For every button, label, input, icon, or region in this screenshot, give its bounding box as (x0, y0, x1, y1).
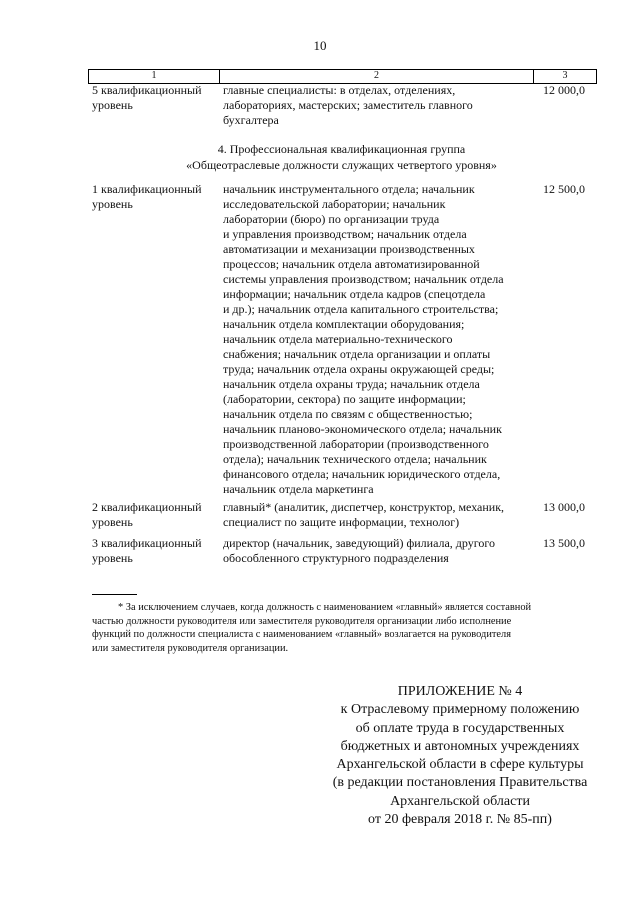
salary-cell: 12 500,0 (543, 182, 585, 196)
table-column-header (88, 69, 597, 84)
salary-cell: 13 000,0 (543, 500, 585, 514)
positions-line: труда; начальник отдела охраны окружающей среды; (223, 362, 495, 376)
level-line: уровень (92, 551, 133, 565)
positions-line: начальник отдела по связям с общественностью; (223, 407, 473, 421)
positions-line: специалист по защите информации, технолог) (223, 515, 460, 529)
positions-line: и управления производством; начальник отдела (223, 227, 467, 241)
appendix-heading (300, 683, 620, 829)
appendix-line: ПРИЛОЖЕНИЕ № 4 (397, 684, 523, 699)
positions-line: (лаборатории, сектора) по защите информации; (223, 392, 466, 406)
positions-line: автоматизации и механизации производственных (223, 242, 475, 256)
group-title-line: «Общеотраслевые должности служащих четвертого уровня» (186, 158, 497, 172)
positions-line: главные специалисты: в отделах, отделениях, (223, 83, 456, 97)
positions-line: начальник инструментального отдела; начальник (223, 182, 475, 196)
level-line: уровень (92, 515, 133, 529)
footnote-line: частью должности руководителя или заместителя руководителя организации либо исполнение (92, 615, 512, 627)
positions-line: начальник отдела комплектации оборудования; (223, 317, 465, 331)
positions-line: бухгалтера (223, 113, 279, 127)
positions-cell (223, 536, 533, 566)
qualification-level-cell (92, 182, 217, 212)
positions-line: производственной лаборатории (производственного (223, 437, 489, 451)
positions-line: начальник отдела маркетинга (223, 482, 374, 496)
positions-line: системы управления производством; начальник отдела (223, 272, 504, 286)
appendix-line: бюджетных и автономных учреждениях (340, 738, 580, 754)
footnote-line: или заместителя руководителя организации. (92, 642, 289, 654)
positions-line: финансового отдела; начальник юридического отдела, (223, 467, 501, 481)
level-line: 2 квалификационный (92, 500, 202, 514)
footnote-separator (92, 594, 137, 595)
positions-line: исследовательской лаборатории; начальник (223, 197, 446, 211)
positions-line: обособленного структурного подразделения (223, 551, 449, 565)
positions-line: информации; начальник отдела кадров (спецотдела (223, 287, 486, 301)
qualification-level-cell (92, 500, 217, 530)
footnote-line: функций по должности специалиста с наименованием «главный» возлагается на руководителя (92, 629, 511, 640)
column-2-number: 2 (374, 70, 379, 81)
appendix-line: Архангельской области в сфере культуры (336, 757, 584, 773)
positions-cell (223, 182, 533, 497)
positions-cell (223, 500, 533, 530)
positions-line: лаборатории (бюро) по организации труда (223, 212, 440, 226)
footnote (92, 601, 596, 655)
level-line: уровень (92, 98, 133, 112)
appendix-line: (в редакции постановления Правительства (332, 775, 588, 791)
page-number: 10 (313, 38, 327, 53)
positions-line: снабжения; начальник отдела организации и оплаты (223, 347, 491, 361)
positions-line: начальник планово-экономического отдела; начальник (223, 422, 502, 436)
positions-line: главный* (аналитик, диспетчер, конструктор, механик, (223, 500, 505, 514)
qualification-level-cell (92, 83, 217, 113)
footnote-line: * За исключением случаев, когда должность с наименованием «главный» является составной (118, 602, 532, 613)
group-title-line: 4. Профессиональная квалификационная группа (217, 142, 466, 156)
salary-cell: 13 500,0 (543, 536, 585, 550)
salary-cell: 12 000,0 (543, 83, 585, 97)
positions-line: и др.); начальник отдела капитального строительства; (223, 302, 499, 316)
column-1-number: 1 (151, 70, 157, 81)
level-line: уровень (92, 197, 133, 211)
appendix-line: к Отраслевому примерному положению (340, 702, 580, 718)
positions-line: начальник отдела материально-технического (223, 332, 453, 346)
positions-cell (223, 83, 533, 128)
qualification-level-cell (92, 536, 217, 566)
positions-line: директор (начальник, заведующий) филиала, другого (223, 536, 496, 550)
appendix-line: от 20 февраля 2018 г. № 85-пп) (368, 812, 552, 828)
level-line: 5 квалификационный (92, 83, 202, 97)
column-3-number: 3 (562, 70, 568, 81)
positions-line: процессов; начальник отдела автоматизированной (223, 257, 480, 271)
level-line: 3 квалификационный (92, 536, 202, 550)
positions-line: начальник отдела охраны труда; начальник отдела (223, 377, 480, 391)
group-title (88, 141, 595, 173)
level-line: 1 квалификационный (92, 182, 202, 196)
appendix-line: об оплате труда в государственных (355, 720, 565, 736)
appendix-line: Архангельской области (390, 793, 530, 809)
positions-line: отдела); начальник технического отдела; начальник (223, 452, 487, 466)
positions-line: лабораториях, мастерских; заместитель главного (223, 98, 473, 112)
